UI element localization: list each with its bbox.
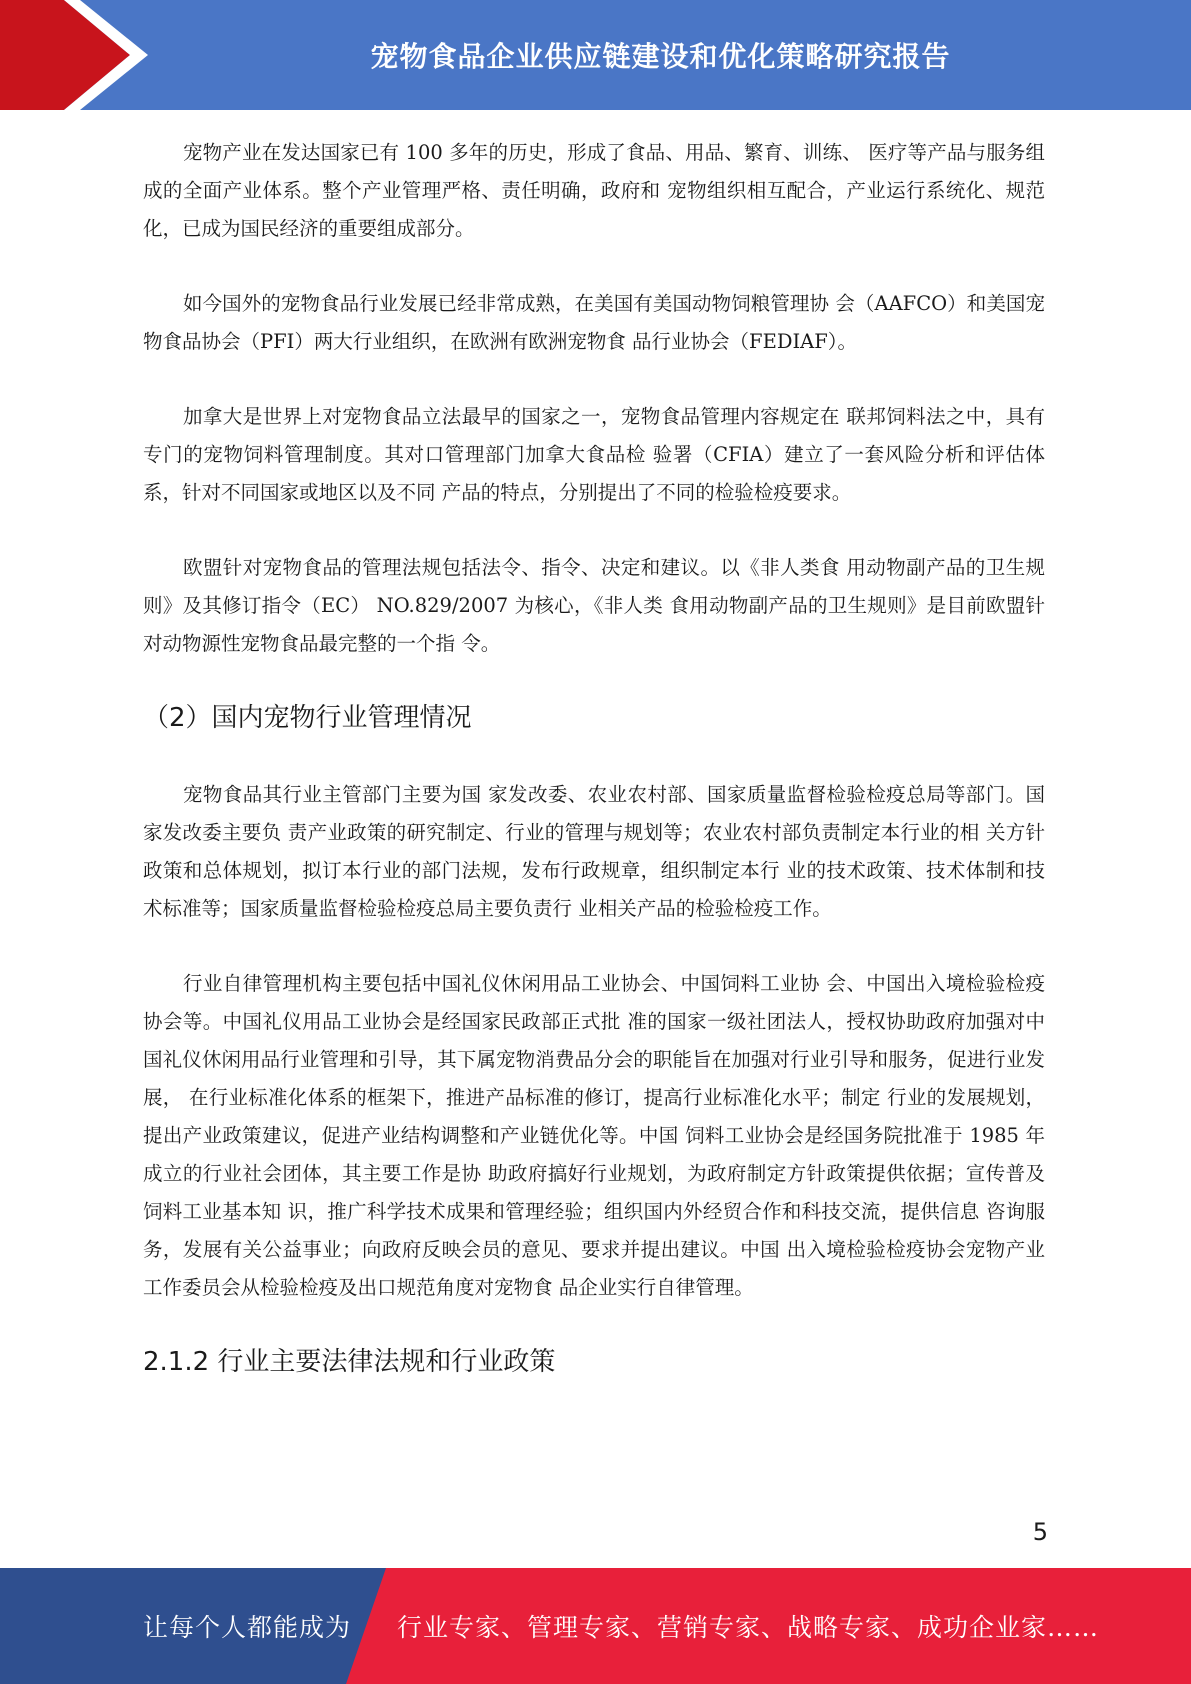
header-banner — [0, 0, 1191, 110]
paragraph: 宠物食品其行业主管部门主要为国 家发改委、农业农村部、国家质量监督检验检疫总局等部门。国家发改委主要负 责产业政策的研究制定、行业的管理与规划等；农业农村部负责制定本行业的相 关方针政策和总体规划，拟订本行业的部门法规，发布行政规章，组织制定本行 业的技术政策、技术体制和技术标准等；国家质量监督检验检疫总局主要负责行 业相关产品的检验检疫工作。 — [143, 783, 1045, 920]
footer-banner — [0, 1568, 1191, 1684]
paragraph: 行业自律管理机构主要包括中国礼仪休闲用品工业协会、中国饲料工业协 会、中国出入境检验检疫协会等。中国礼仪用品工业协会是经国家民政部正式批 准的国家一级社团法人，授权协助政府加强对中国礼仪休闲用品行业管理和引导，其下属宠物消费品分会的职能旨在加强对行业引导和服务，促进行业发展， 在行业标准化体系的框架下，推进产品标准的修订，提高行业标准化水平；制定 行业的发展规划，提出产业政策建议，促进产业结构调整和产业链优化等。中国 饲料工业协会是经国务院批准于 1985 年成立的行业社会团体，其主要工作是协 助政府搞好行业规划，为政府制定方针政策提供依据；宣传普及饲料工业基本知 识，推广科学技术成果和管理经验；组织国内外经贸合作和科技交流，提供信息 咨询服务，发展有关公益事业；向政府反映会员的意见、要求并提出建议。中国 出入境检验检疫协会宠物产业工作委员会从检验检疫及出口规范角度对宠物食 品企业实行自律管理。 — [143, 972, 1045, 1299]
subsection-heading: 2.1.2 行业主要法律法规和行业政策 — [143, 1347, 556, 1377]
paragraph: 欧盟针对宠物食品的管理法规包括法令、指令、决定和建议。以《非人类食 用动物副产品的卫生规则》及其修订指令（EC） NO.829/2007 为核心，《非人类 食用动物副产品的卫生规则》是目前欧盟针对动物源性宠物食品最完整的一个指 令。 — [143, 556, 1045, 655]
paragraph: 加拿大是世界上对宠物食品立法最早的国家之一，宠物食品管理内容规定在 联邦饲料法之中，具有专门的宠物饲料管理制度。其对口管理部门加拿大食品检 验署（CFIA）建立了一套风险分析和评估体系，针对不同国家或地区以及不同 产品的特点，分别提出了不同的检验检疫要求。 — [143, 405, 1045, 504]
page-number: 5 — [1032, 1518, 1048, 1546]
footer-slogan-right: 行业专家、管理专家、营销专家、战略专家、成功企业家…… — [397, 1613, 1100, 1642]
report-title: 宠物食品企业供应链建设和优化策略研究报告 — [370, 40, 951, 73]
paragraph: 宠物产业在发达国家已有 100 多年的历史，形成了食品、用品、繁育、训练、 医疗等产品与服务组成的全面产业体系。整个产业管理严格、责任明确，政府和 宠物组织相互配合，产业运行系统化、规范化，已成为国民经济的重要组成部分。 — [143, 141, 1045, 240]
main-content — [143, 134, 1045, 1380]
section-heading: （2）国内宠物行业管理情况 — [143, 703, 472, 733]
footer-slogan-left: 让每个人都能成为 — [143, 1613, 352, 1642]
header-arrow-decoration — [0, 0, 160, 110]
paragraph: 如今国外的宠物食品行业发展已经非常成熟，在美国有美国动物饲粮管理协 会（AAFCO）和美国宠物食品协会（PFI）两大行业组织，在欧洲有欧洲宠物食 品行业协会（FEDIAF）。 — [143, 292, 1045, 353]
